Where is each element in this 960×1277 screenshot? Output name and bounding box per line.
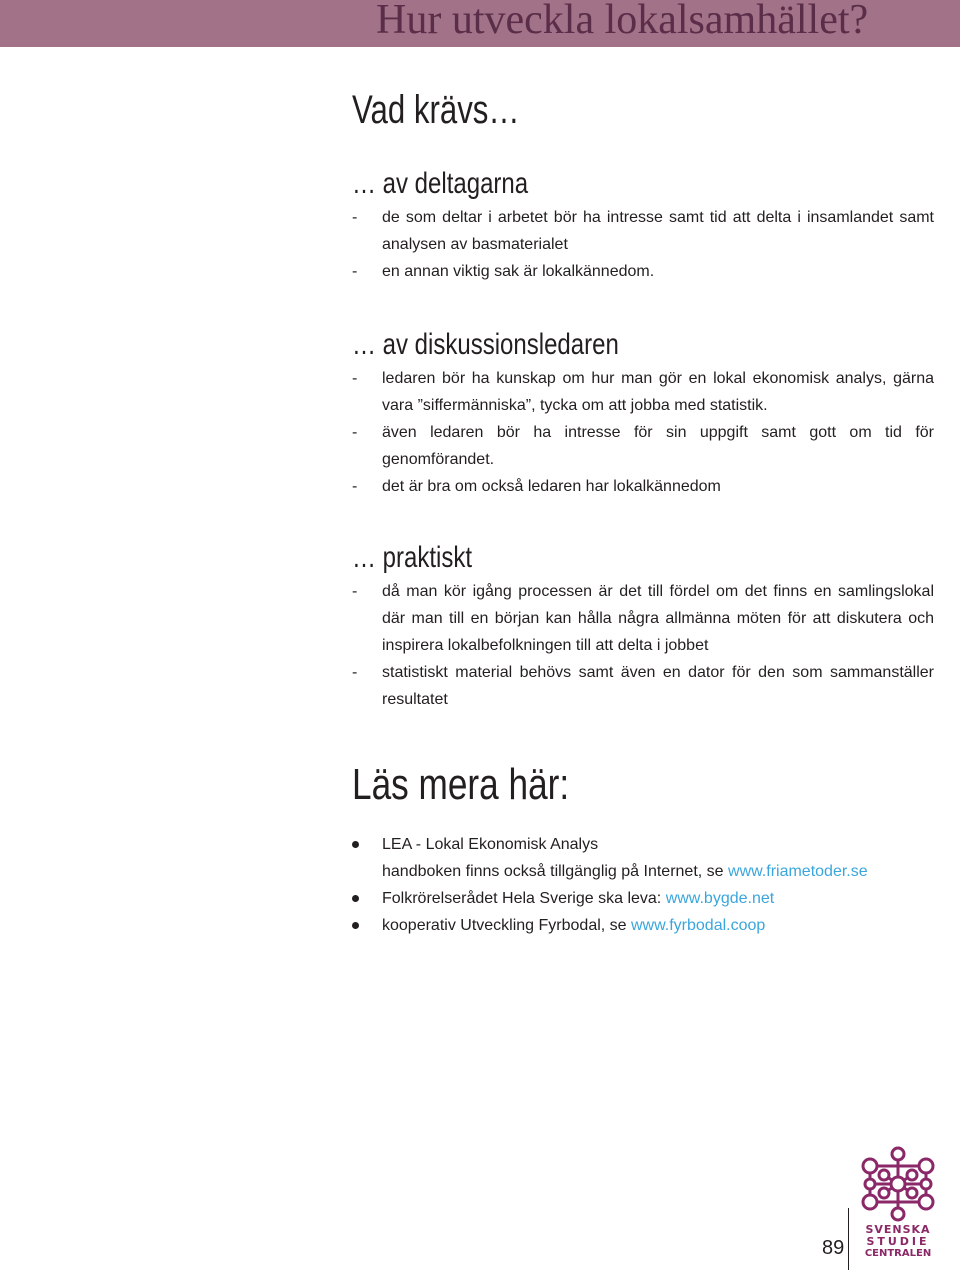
bullet-icon [352,841,359,848]
logo-wordmark [858,1224,938,1259]
main-heading: Vad krävs… [352,88,520,132]
logo-line-studie: STUDIE [866,1235,930,1248]
dash-list [352,204,934,285]
page-number-divider [848,1208,849,1270]
read-more-list [352,831,934,939]
list-item: - statistiskt material behövs samt även en dator för den som sammanställer resultatet [352,659,934,713]
read-more-item-title: LEA - Lokal Ekonomisk Analys [382,836,599,853]
dash-list [352,365,934,500]
list-item: - då man kör igång processen är det till fördel om det finns en samlingslokal där man till en början kan hålla några allmänna möten för att diskutera och inspirera lokalbefolkningen till att delta i jobbet [352,578,934,659]
section-heading: … praktiskt [352,541,473,574]
list-item: - även ledaren bör ha intresse för sin uppgift samt gott om tid för genomförandet. [352,419,934,473]
read-more-item-text: kooperativ Utveckling Fyrbodal, se [382,917,631,934]
link-bygde[interactable]: www.bygde.net [665,890,775,907]
section-practical [352,540,934,713]
read-more-item-text: handboken finns också tillgänglig på Internet, se [382,863,729,880]
link-fyrbodal[interactable]: www.fyrbodal.coop [631,917,766,934]
section-heading: … av diskussionsledaren [352,328,619,361]
section-heading: … av deltagarna [352,167,529,200]
list-item: - det är bra om också ledaren har lokalkännedom [352,473,934,500]
list-item: - en annan viktig sak är lokalkännedom. [352,258,934,285]
network-logo-icon [858,1146,938,1222]
read-more-item-lea [352,831,934,885]
bullet-icon [352,895,359,902]
page-number: 89 [822,1237,845,1259]
read-more-heading: Läs mera här: [352,760,570,809]
logo-line-svenska: SVENSKA [865,1223,931,1236]
link-friametoder[interactable]: www.friametoder.se [728,863,868,880]
list-item: - ledaren bör ha kunskap om hur man gör en lokal ekonomisk analys, gärna vara ”siffermänniska”, tycka om att jobba med statistik. [352,365,934,419]
read-more-item-fyrbodal [352,912,934,939]
studiecentralen-logo [858,1146,938,1260]
read-more-item-text: Folkrörelserådet Hela Sverige ska leva: [382,890,666,907]
header-bar [0,0,960,47]
page-header-title: Hur utveckla lokalsamhället? [376,0,869,43]
dash-list [352,578,934,713]
section-discussion-leader [352,327,934,500]
main-content [352,84,934,939]
list-item: - de som deltar i arbetet bör ha intresse samt tid att delta i insamlandet samt analysen av basmaterialet [352,204,934,258]
read-more-item-hela-sverige [352,885,934,912]
bullet-icon [352,922,359,929]
logo-line-centralen: CENTRALEN [864,1248,932,1259]
section-participants [352,166,934,285]
